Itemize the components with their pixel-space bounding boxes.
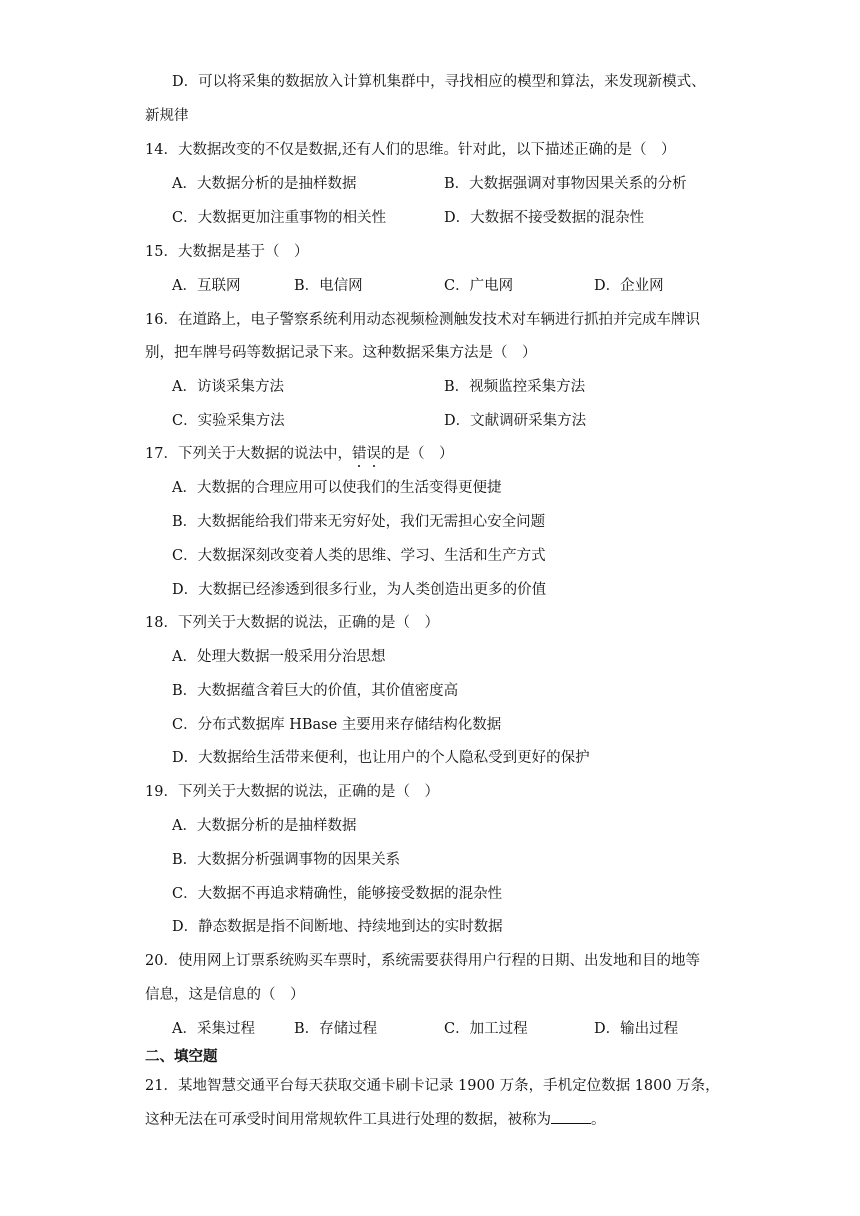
q20-option-b: B．存储过程: [294, 1021, 378, 1037]
q16-option-d: D．文献调研采集方法: [444, 413, 587, 429]
q18-option-d: D．大数据给生活带来便利，也让用户的个人隐私受到更好的保护: [172, 750, 590, 766]
q13-option-d-line2: 新规律: [145, 108, 189, 124]
q16-stem-line1: 16．在道路上，电子警察系统利用动态视频检测触发技术对车辆进行抓拍并完成车牌识: [145, 312, 700, 328]
q17-emphasis-char-2: 误: [366, 446, 381, 462]
q14-option-b: B．大数据强调对事物因果关系的分析: [444, 176, 687, 192]
q15-option-c: C．广电网: [444, 278, 514, 294]
q18-option-a: A．处理大数据一般采用分治思想: [172, 649, 386, 665]
q13-option-d-line1: D．可以将采集的数据放入计算机集群中，寻找相应的模型和算法，来发现新模式、: [172, 74, 706, 90]
q17-stem: [145, 444, 453, 464]
q18-stem: 18．下列关于大数据的说法，正确的是（ ）: [145, 615, 439, 631]
q21-stem-line2-end: 。: [591, 1112, 606, 1128]
q20-stem-line2: 信息，这是信息的（ ）: [145, 987, 305, 1003]
q15-option-b: B．电信网: [294, 278, 363, 294]
q15-stem: 15．大数据是基于（ ）: [145, 244, 309, 260]
q17-stem-pre: 17．下列关于大数据的说法中，: [145, 446, 352, 462]
q20-option-a: A．采集过程: [172, 1021, 255, 1037]
q15-option-d: D．企业网: [594, 278, 664, 294]
q19-option-a: A．大数据分析的是抽样数据: [172, 818, 357, 834]
q17-option-d: D．大数据已经渗透到很多行业，为人类创造出更多的价值: [172, 582, 547, 598]
q18-option-b: B．大数据蕴含着巨大的价值，其价值密度高: [172, 683, 459, 699]
q21-stem-line2: [145, 1109, 606, 1130]
answer-blank[interactable]: [551, 1109, 591, 1124]
q21-stem-line1: 21．某地智慧交通平台每天获取交通卡刷卡记录 1900 万条，手机定位数据 1800 万条，: [145, 1078, 720, 1094]
q15-option-a: A．互联网: [172, 278, 241, 294]
q16-option-a: A．访谈采集方法: [172, 379, 284, 395]
q17-option-c: C．大数据深刻改变着人类的思维、学习、生活和生产方式: [172, 548, 546, 564]
q17-emphasis-char-1: 错: [351, 446, 367, 462]
q17-stem-post: 的是（ ）: [380, 446, 454, 462]
q14-stem: 14．大数据改变的不仅是数据,还有人们的思维。针对此，以下描述正确的是（ ）: [145, 142, 676, 158]
q16-option-c: C．实验采集方法: [172, 413, 285, 429]
q21-stem-line2-text: 这种无法在可承受时间用常规软件工具进行处理的数据，被称为: [145, 1112, 551, 1128]
q19-option-c: C．大数据不再追求精确性，能够接受数据的混杂性: [172, 886, 503, 902]
q20-option-c: C．加工过程: [444, 1021, 528, 1037]
q17-option-b: B．大数据能给我们带来无穷好处，我们无需担心安全问题: [172, 514, 546, 530]
q20-stem-line1: 20．使用网上订票系统购买车票时，系统需要获得用户行程的日期、出发地和目的地等: [145, 953, 700, 969]
q19-option-d: D．静态数据是指不间断地、持续地到达的实时数据: [172, 919, 503, 935]
q19-option-b: B．大数据分析强调事物的因果关系: [172, 852, 401, 868]
section-title: 二、填空题: [145, 1048, 218, 1065]
q14-option-a: A．大数据分析的是抽样数据: [172, 176, 357, 192]
q20-option-d: D．输出过程: [594, 1021, 679, 1037]
q14-option-c: C．大数据更加注重事物的相关性: [172, 210, 387, 226]
q19-stem: 19．下列关于大数据的说法，正确的是（ ）: [145, 784, 439, 800]
q17-option-a: A．大数据的合理应用可以使我们的生活变得更便捷: [172, 480, 502, 496]
q18-option-c: C．分布式数据库 HBase 主要用来存储结构化数据: [172, 717, 502, 733]
q16-stem-line2: 别，把车牌号码等数据记录下来。这种数据采集方法是（ ）: [145, 345, 537, 361]
q16-option-b: B．视频监控采集方法: [444, 379, 586, 395]
q14-option-d: D．大数据不接受数据的混杂性: [444, 210, 645, 226]
